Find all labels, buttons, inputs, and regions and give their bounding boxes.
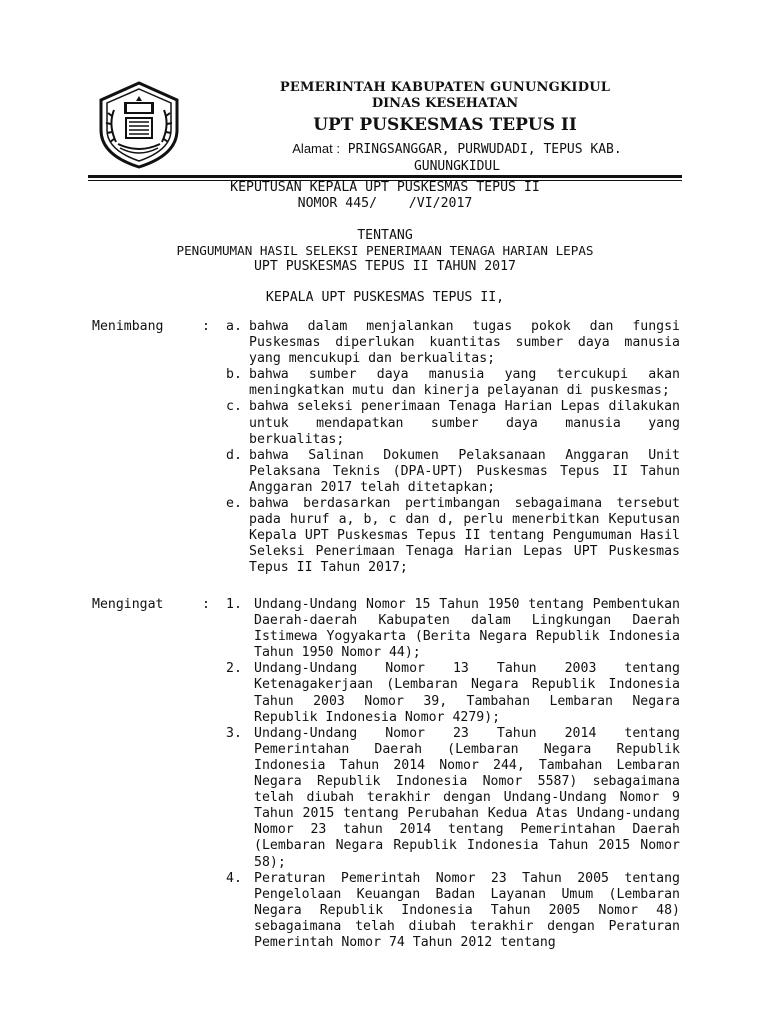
list-item	[226, 871, 680, 951]
list-marker: 3.	[226, 725, 242, 741]
about-label: TENTANG	[357, 228, 413, 243]
list-marker: b.	[226, 367, 242, 383]
address-line2: GUNUNGKIDUL	[413, 159, 501, 174]
mengingat-colon: :	[202, 597, 210, 612]
letterhead	[200, 80, 690, 175]
address-label: Alamat :	[292, 141, 340, 156]
list-item	[226, 399, 680, 447]
list-item-text: Undang-Undang Nomor 15 Tahun 1950 tentang Pembentukan Daerah-daerah Kabupaten dalam Lingkungan Daerah Istimewa Yogyakarta (Berita Negara Republik Indonesia Tahun 1950 Nomor 44);	[254, 597, 680, 661]
list-marker: d.	[226, 447, 242, 463]
list-item-text: bahwa berdasarkan pertimbangan sebagaimana tersebut pada huruf a, b, c dan d, perlu menerbitkan Keputusan Kepala UPT Puskesmas Tepus II tentang Pengumuman Hasil Seleksi Penerimaan Tenaga Harian Lepas UPT Puskesmas Tepus II Tahun 2017;	[249, 496, 680, 576]
government-name: PEMERINTAH KABUPATEN GUNUNGKIDUL	[279, 80, 611, 95]
list-item-text: bahwa dalam menjalankan tugas pokok dan fungsi Puskesmas diperlukan kuantitas sumber daya manusia yang mencukupi dan berkualitas;	[249, 319, 680, 367]
subject-line1: PENGUMUMAN HASIL SELEKSI PENERIMAAN TENAGA HARIAN LEPAS	[176, 243, 594, 258]
letterhead-divider-thick	[88, 175, 682, 178]
list-item	[226, 661, 680, 725]
list-item	[226, 367, 680, 399]
list-item	[226, 319, 680, 367]
list-item-text: Undang-Undang Nomor 23 Tahun 2014 tentang Pemerintahan Daerah (Lembaran Negara Republik Indonesia Tahun 2014 Nomor 244, Tambahan Lembaran Negara Republik Indonesia Nomor 5587) sebagaimana telah diubah terakhir dengan Undang-Undang Nomor 9 Tahun 2015 tentang Perubahan Kedua Atas Undang-undang Nomor 23 tahun 2014 tentang Pemerintahan Daerah (Lembaran Negara Republik Indonesia Tahun 2015 Nomor 58);	[254, 725, 680, 870]
decree-number: NOMOR 445/ /VI/2017	[297, 196, 473, 211]
address	[200, 140, 690, 175]
list-item-text: Peraturan Pemerintah Nomor 23 Tahun 2005 tentang Pengelolaan Keuangan Badan Layanan Umum (Lembaran Negara Republik Indonesia Tahun 2005 Nomor 48) sebagaimana telah diubah terakhir dengan Peraturan Pemerintah Nomor 74 Tahun 2012 tentang	[254, 870, 680, 950]
list-marker: 2.	[226, 661, 242, 677]
menimbang-colon: :	[202, 319, 210, 334]
institution-name: UPT PUSKESMAS TEPUS II	[313, 115, 577, 135]
list-marker: a.	[226, 319, 242, 334]
decree-title: KEPUTUSAN KEPALA UPT PUSKESMAS TEPUS II	[230, 180, 540, 195]
mengingat-label: Mengingat	[92, 597, 164, 612]
list-marker: c.	[226, 399, 242, 415]
subject-line2: UPT PUSKESMAS TEPUS II TAHUN 2017	[253, 259, 516, 274]
menimbang-list	[226, 319, 680, 577]
list-marker: e.	[226, 496, 242, 512]
department-name: DINAS KESEHATAN	[371, 96, 519, 111]
list-item	[226, 726, 680, 871]
list-item-text: bahwa Salinan Dokumen Pelaksanaan Anggaran Unit Pelaksana Teknis (DPA-UPT) Puskesmas Tepus II Tahun Anggaran 2017 telah ditetapkan;	[249, 447, 680, 495]
list-marker: 4.	[226, 870, 242, 886]
regency-coat-of-arms-icon	[94, 80, 184, 170]
list-item	[226, 597, 680, 661]
address-line1: PRINGSANGGAR, PURWUDADI, TEPUS KAB.	[347, 142, 622, 157]
list-item-text: Undang-Undang Nomor 13 Tahun 2003 tentang Ketenagakerjaan (Lembaran Negara Republik Indonesia Tahun 2003 Nomor 39, Tambahan Lembaran Negara Republik Indonesia Nomor 4279);	[254, 661, 680, 725]
list-item	[226, 496, 680, 576]
list-item	[226, 448, 680, 496]
list-item-text: bahwa seleksi penerimaan Tenaga Harian Lepas dilakukan untuk mendapatkan sumber daya manusia yang berkualitas;	[249, 399, 680, 447]
list-item-text: bahwa sumber daya manusia yang tercukupi akan meningkatkan mutu dan kinerja pelayanan di puskesmas;	[249, 367, 680, 399]
issuer: KEPALA UPT PUSKESMAS TEPUS II,	[265, 290, 505, 305]
menimbang-label: Menimbang	[92, 319, 164, 334]
list-marker: 1.	[226, 597, 242, 612]
mengingat-list	[226, 597, 680, 951]
